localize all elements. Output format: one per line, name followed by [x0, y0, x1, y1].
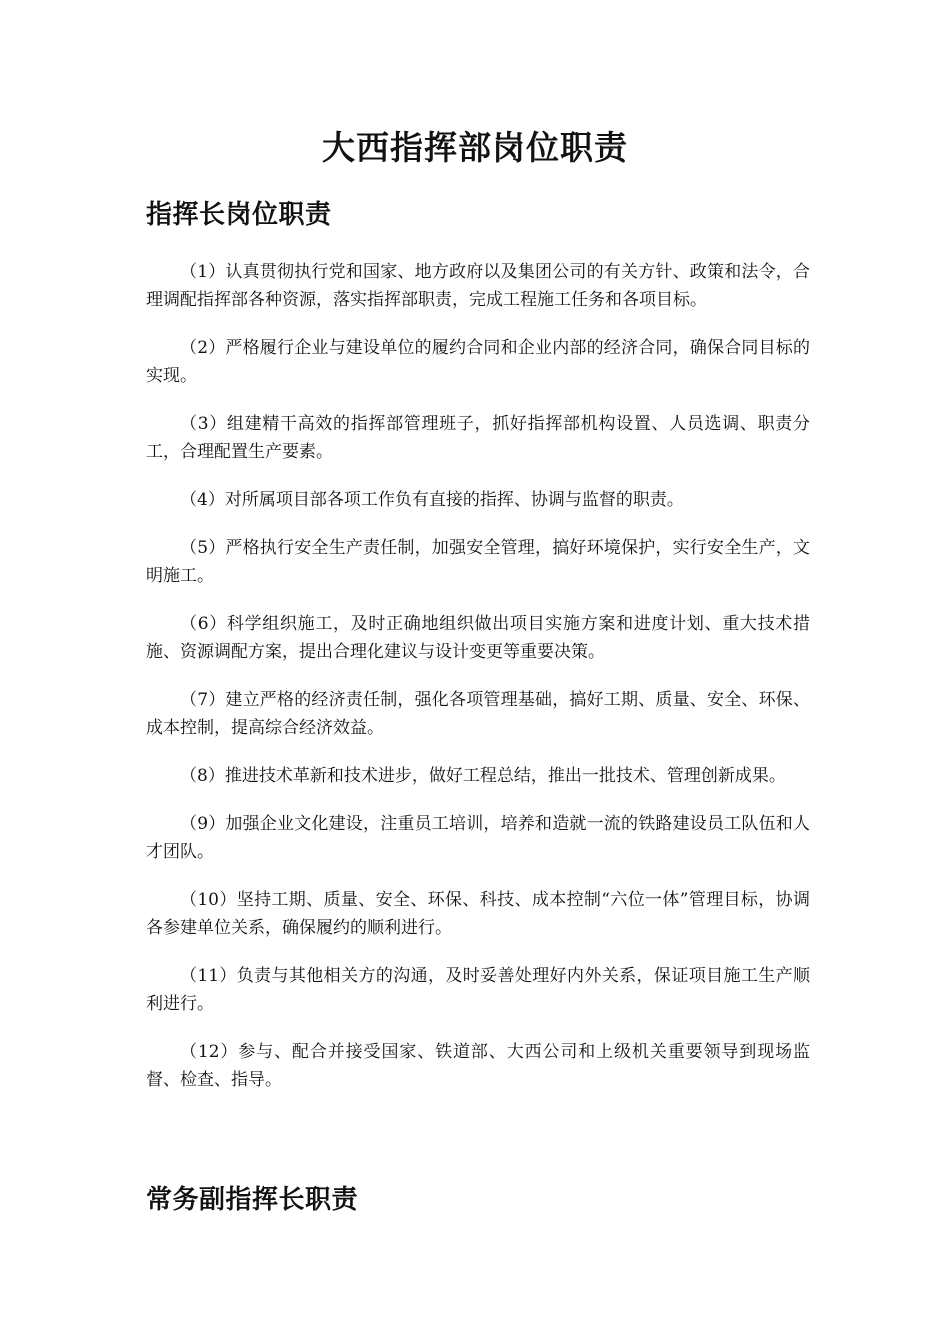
duty-list — [146, 258, 810, 1114]
duty-item: （11）负责与其他相关方的沟通，及时妥善处理好内外关系，保证项目施工生产顺利进行。 — [146, 966, 810, 1014]
duty-item: （7）建立严格的经济责任制，强化各项管理基础，搞好工期、质量、安全、环保、成本控制，提高综合经济效益。 — [146, 690, 810, 738]
duty-item: （12）参与、配合并接受国家、铁道部、大西公司和上级机关重要领导到现场监督、检查、指导。 — [146, 1042, 810, 1090]
duty-item: （10）坚持工期、质量、安全、环保、科技、成本控制“六位一体”管理目标，协调各参建单位关系，确保履约的顺利进行。 — [146, 890, 810, 938]
duty-item: （2）严格履行企业与建设单位的履约合同和企业内部的经济合同，确保合同目标的实现。 — [146, 338, 810, 386]
duty-item: （6）科学组织施工，及时正确地组织做出项目实施方案和进度计划、重大技术措施、资源调配方案，提出合理化建议与设计变更等重要决策。 — [146, 614, 810, 662]
section-heading-deputy-commander: 常务副指挥长职责 — [146, 1185, 359, 1215]
duty-item: （8）推进技术革新和技术进步，做好工程总结，推出一批技术、管理创新成果。 — [180, 766, 786, 786]
duty-item: （9）加强企业文化建设，注重员工培训，培养和造就一流的铁路建设员工队伍和人才团队。 — [146, 814, 810, 862]
duty-item: （4）对所属项目部各项工作负有直接的指挥、协调与监督的职责。 — [180, 490, 684, 510]
section-heading-commander: 指挥长岗位职责 — [146, 200, 332, 230]
duty-item: （5）严格执行安全生产责任制，加强安全管理，搞好环境保护，实行安全生产，文明施工。 — [146, 538, 810, 586]
duty-item: （3）组建精干高效的指挥部管理班子，抓好指挥部机构设置、人员选调、职责分工，合理配置生产要素。 — [146, 414, 810, 462]
duty-item: （1）认真贯彻执行党和国家、地方政府以及集团公司的有关方针、政策和法令，合理调配指挥部各种资源，落实指挥部职责，完成工程施工任务和各项目标。 — [146, 262, 810, 310]
document-title: 大西指挥部岗位职责 — [322, 128, 628, 167]
